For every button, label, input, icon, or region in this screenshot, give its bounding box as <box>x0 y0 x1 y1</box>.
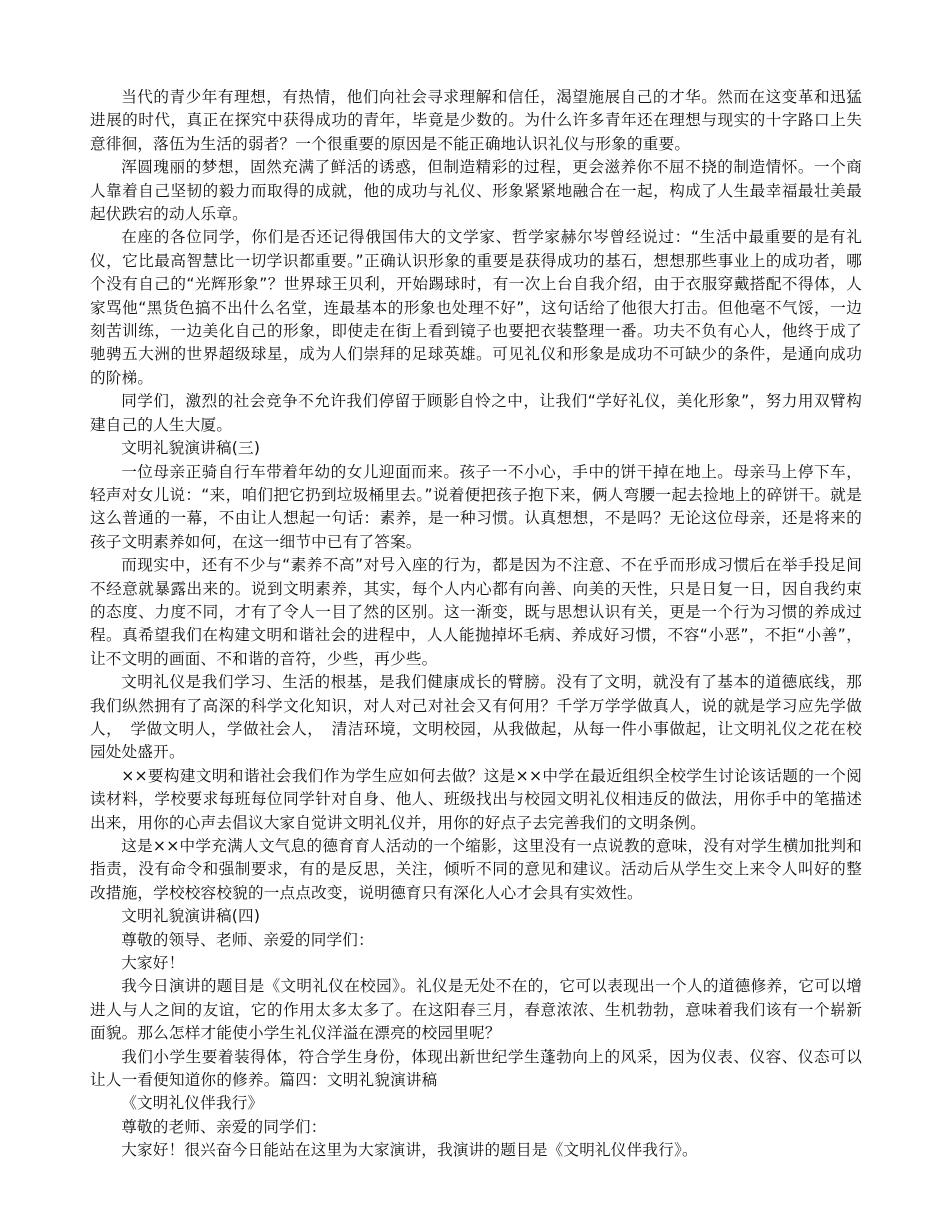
paragraph: ××要构建文明和谐社会我们作为学生应如何去做？这是××中学在最近组织全校学生讨论该话题的一个阅读材料，学校要求每班每位同学针对自身、他人、班级找出与校园文明礼仪相违反的做法，用你手中的笔描述出来，用你的心声去倡议大家自觉讲文明礼仪并，用你的好点子去完善我们的文明条例。 <box>90 766 862 832</box>
paragraph: 文明礼仪是我们学习、生活的根基，是我们健康成长的臂膀。没有了文明，就没有了基本的道德底线，那我们纵然拥有了高深的科学文化知识，对人对己对社会又有何用？千学万学学做真人，说的就是学习应先学做人， 学做文明人，学做社会人， 清洁环境，文明校园，从我做起，从每一件小事做起，让文明礼仪之花在校园处处盛开。 <box>90 673 862 762</box>
paragraph: 一位母亲正骑自行车带着年幼的女儿迎面而来。孩子一不小心，手中的饼干掉在地上。母亲马上停下车，轻声对女儿说：“来，咱们把它扔到垃圾桶里去。”说着便把孩子抱下来，俩人弯腰一起去捡地上的碎饼干。就是这么普通的一幕，不由让人想起一句话：素养，是一种习惯。认真想想，不是吗？无论这位母亲，还是将来的孩子文明素养如何，在这一细节中已有了答案。 <box>90 462 862 551</box>
paragraph: 而现实中，还有不少与“素养不高”对号入座的行为，都是因为不注意、不在乎而形成习惯后在举手投足间不经意就暴露出来的。说到文明素养，其实，每个人内心都有向善、向美的天性，只是日复一日，因自我约束的态度、力度不同，才有了令人一目了然的区别。这一渐变，既与思想认识有关，更是一个行为习惯的养成过程。真希望我们在构建文明和谐社会的进程中，人人能抛掉坏毛病、养成好习惯，不容“小恶”，不拒“小善”，让不文明的画面、不和谐的音符，少些，再少些。 <box>90 556 862 668</box>
section-heading: 文明礼貌演讲稿(三) <box>121 439 261 458</box>
paragraph: 大家好！很兴奋今日能站在这里为大家演讲，我演讲的题目是《文明礼仪伴我行》。 <box>121 1141 698 1160</box>
paragraph: 在座的各位同学，你们是否还记得俄国伟大的文学家、哲学家赫尔岑曾经说过：“生活中最重要的是有礼仪，它比最高智慧比一切学识都重要。”正确认识形象的重要是获得成功的基石，想想那些事业上的成功者，哪个没有自己的“光辉形象”？世界球王贝利，开始踢球时，有一次上台自我介绍，由于衣服穿戴搭配不得体，人家骂他“黑货色搞不出什么名堂，连最基本的形象也处理不好”，这句话给了他很大打击。但他毫不气馁，一边刻苦训练，一边美化自己的形象，即使走在街上看到镜子也要把衣装整理一番。功夫不负有心人，他终于成了驰骋五大洲的世界超级球星，成为人们崇拜的足球英雄。可见礼仪和形象是成功不可缺少的条件，是通向成功的阶梯。 <box>90 228 862 387</box>
paragraph: 当代的青少年有理想，有热情，他们向社会寻求理解和信任，渴望施展自己的才华。然而在这变革和迅猛进展的时代，真正在探究中获得成功的青年，毕竟是少数的。为什么许多青年还在理想与现实的十字路口上失意徘徊，落伍为生活的弱者？一个很重要的原因是不能正确地认识礼仪与形象的重要。 <box>90 88 862 153</box>
document-body <box>90 86 862 1163</box>
salutation: 尊敬的老师、亲爱的同学们： <box>121 1117 327 1136</box>
paragraph: 同学们，激烈的社会竞争不允许我们停留于顾影自怜之中，让我们“学好礼仪，美化形象”，努力用双臂构建自己的人生大厦。 <box>90 392 862 434</box>
section-heading: 文明礼貌演讲稿(四) <box>121 907 261 926</box>
paragraph: 浑圆瑰丽的梦想，固然充满了鲜活的诱惑，但制造精彩的过程，更会滋养你不屈不挠的制造情怀。一个商人靠着自己坚韧的毅力而取得的成就，他的成功与礼仪、形象紧紧地融合在一起，构成了人生最幸福最壮美最起伏跌宕的动人乐章。 <box>90 158 862 224</box>
speech-title: 《文明礼仪伴我行》 <box>121 1094 264 1113</box>
paragraph: 这是××中学充满人文气息的德育育人活动的一个缩影，这里没有一点说教的意味，没有对学生横加批判和指责，没有命令和强制要求，有的是反思，关注，倾听不同的意见和建议。活动后从学生交上来令人叫好的整改措施，学校校容校貌的一点点改变，说明德育只有深化人心才会具有实效性。 <box>90 837 862 902</box>
paragraph: 我们小学生要着装得体，符合学生身份，体现出新世纪学生蓬勃向上的风采，因为仪表、仪容、仪态可以让人一看便知道你的修养。篇四：文明礼貌演讲稿 <box>90 1047 862 1090</box>
paragraph: 我今日演讲的题目是《文明礼仪在校园》。礼仪是无处不在的，它可以表现出一个人的道德修养，它可以增进人与人之间的友谊，它的作用太多太多了。在这阳春三月，春意浓浓、生机勃勃，意味着我们该有一个崭新面貌。那么怎样才能使小学生礼仪洋溢在漂亮的校园里呢？ <box>90 977 862 1043</box>
greeting: 大家好！ <box>121 954 185 973</box>
salutation: 尊敬的领导、老师、亲爱的同学们： <box>121 930 374 949</box>
